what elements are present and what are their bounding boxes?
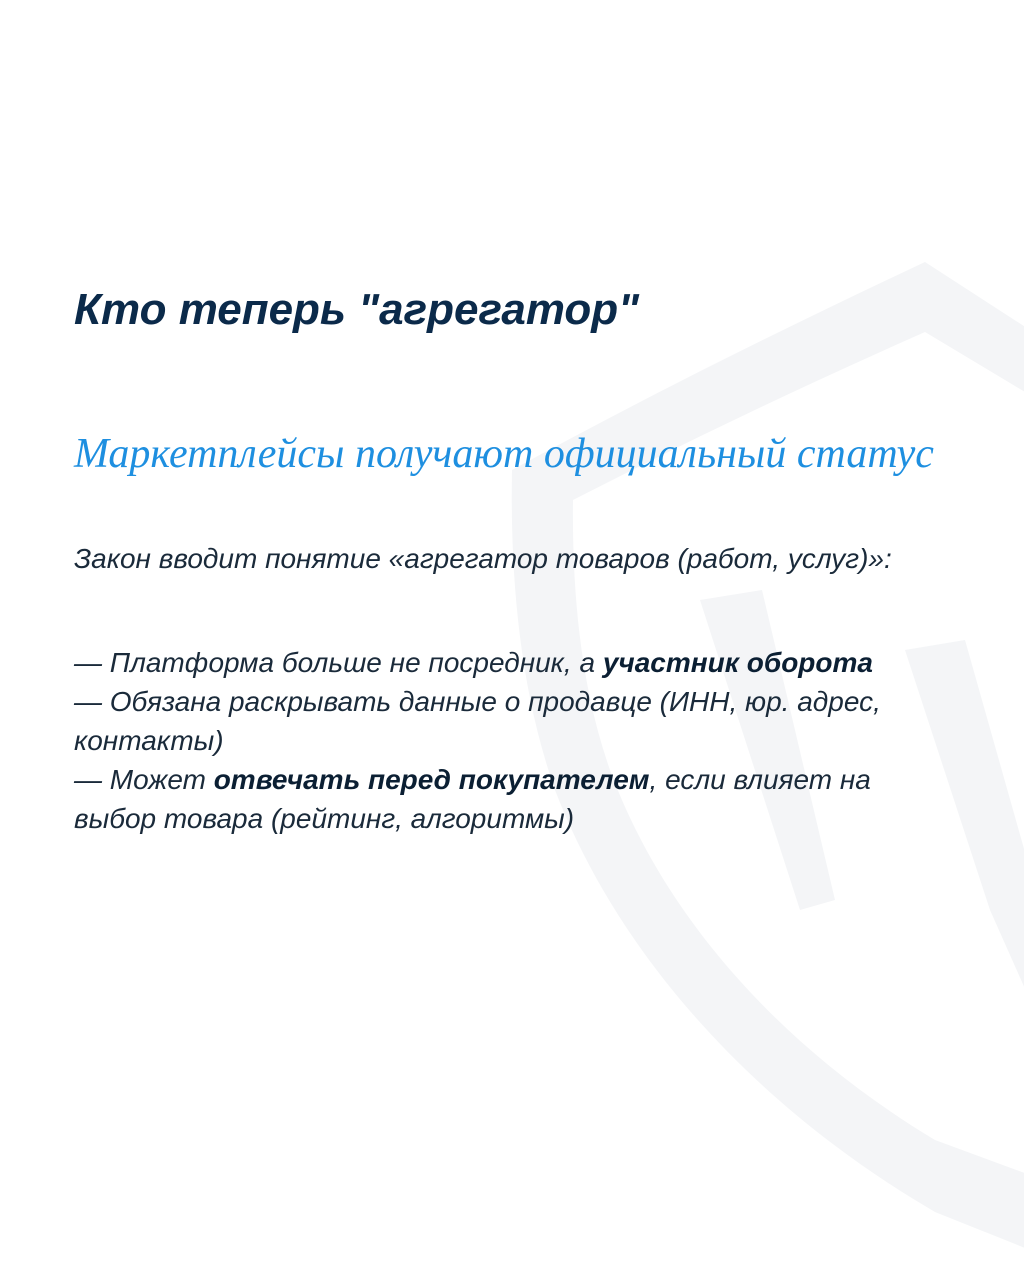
- bullet-item: [74, 643, 934, 682]
- bullet-text: Платформа больше не посредник, а: [109, 647, 603, 678]
- bullet-bold-text: отвечать перед покупателем: [213, 764, 650, 795]
- bullet-text: Может: [109, 764, 214, 795]
- bullet-dash: —: [74, 764, 110, 795]
- bullet-item: [74, 682, 934, 760]
- page-title: Кто теперь "агрегатор": [74, 285, 639, 334]
- bullet-list: [74, 643, 934, 838]
- bullet-dash: —: [74, 686, 110, 717]
- bullet-item: [74, 760, 934, 838]
- bullet-dash: —: [74, 647, 110, 678]
- bullet-bold-text: участник оборота: [602, 647, 873, 678]
- subtitle: Маркетплейсы получают официальный статус: [74, 431, 934, 477]
- bullet-text-after: , если влияет на выбор товара (рейтинг, алгоритмы): [74, 764, 871, 834]
- intro-text: Закон вводит понятие «агрегатор товаров (работ, услуг)»:: [74, 543, 892, 574]
- bullet-text: Обязана раскрывать данные о продавце (ИНН, юр. адрес, контакты): [74, 686, 881, 756]
